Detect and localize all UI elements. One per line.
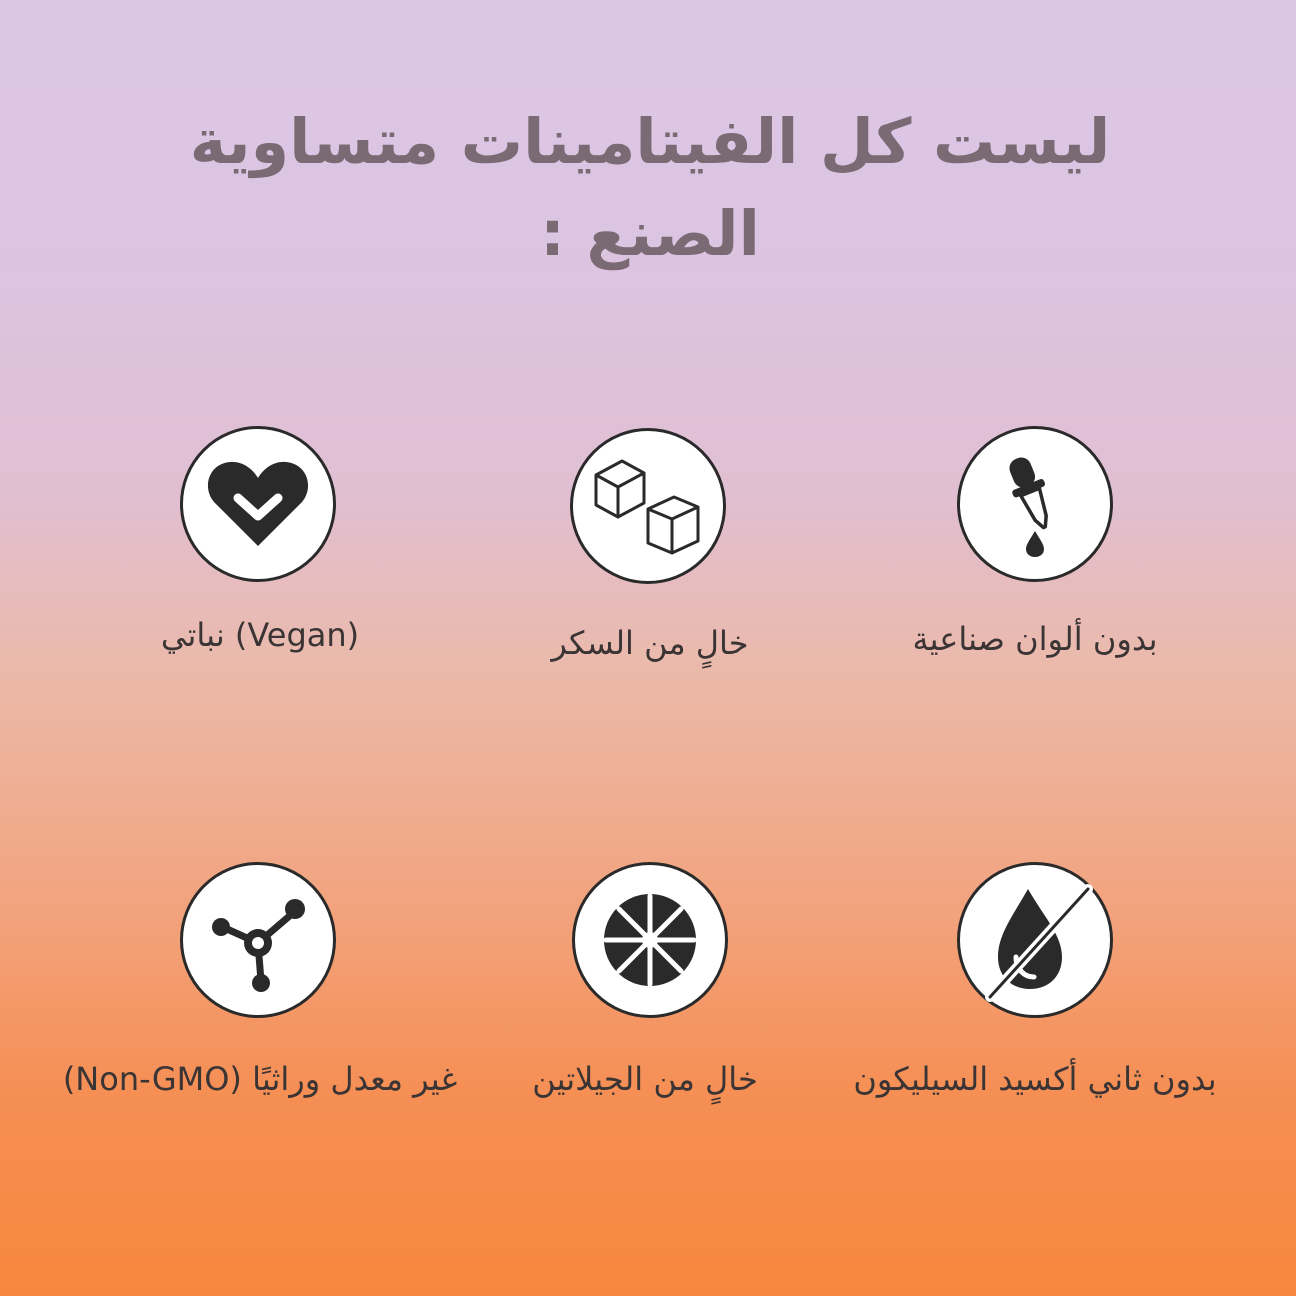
page-title: ليست كل الفيتامينات متساوية الصنع : bbox=[189, 105, 1111, 270]
feature-label-gelatin-free: خالٍ من الجيلاتين bbox=[532, 1060, 758, 1098]
no-drop-icon bbox=[960, 865, 1110, 1015]
heart-icon bbox=[206, 458, 310, 550]
citrus-slice-icon bbox=[595, 885, 705, 995]
feature-badge-no-silicon-dioxide bbox=[957, 862, 1113, 1018]
sugar-cubes-icon bbox=[586, 451, 710, 561]
feature-label-non-gmo: غير معدل وراثيًا (Non-GMO) bbox=[62, 1060, 458, 1098]
feature-badge-sugar-free bbox=[570, 428, 726, 584]
feature-badge-no-artificial-colors bbox=[957, 426, 1113, 582]
dropper-icon bbox=[980, 449, 1090, 559]
feature-badge-gelatin-free bbox=[572, 862, 728, 1018]
molecule-icon bbox=[203, 885, 313, 995]
feature-label-vegan: (Vegan) نباتي bbox=[160, 616, 360, 654]
feature-label-no-silicon-dioxide: بدون ثاني أكسيد السيليكون bbox=[853, 1060, 1217, 1098]
feature-badge-vegan bbox=[180, 426, 336, 582]
feature-label-no-artificial-colors: بدون ألوان صناعية bbox=[912, 620, 1158, 658]
feature-badge-non-gmo bbox=[180, 862, 336, 1018]
feature-label-sugar-free: خالٍ من السكر bbox=[551, 624, 749, 662]
